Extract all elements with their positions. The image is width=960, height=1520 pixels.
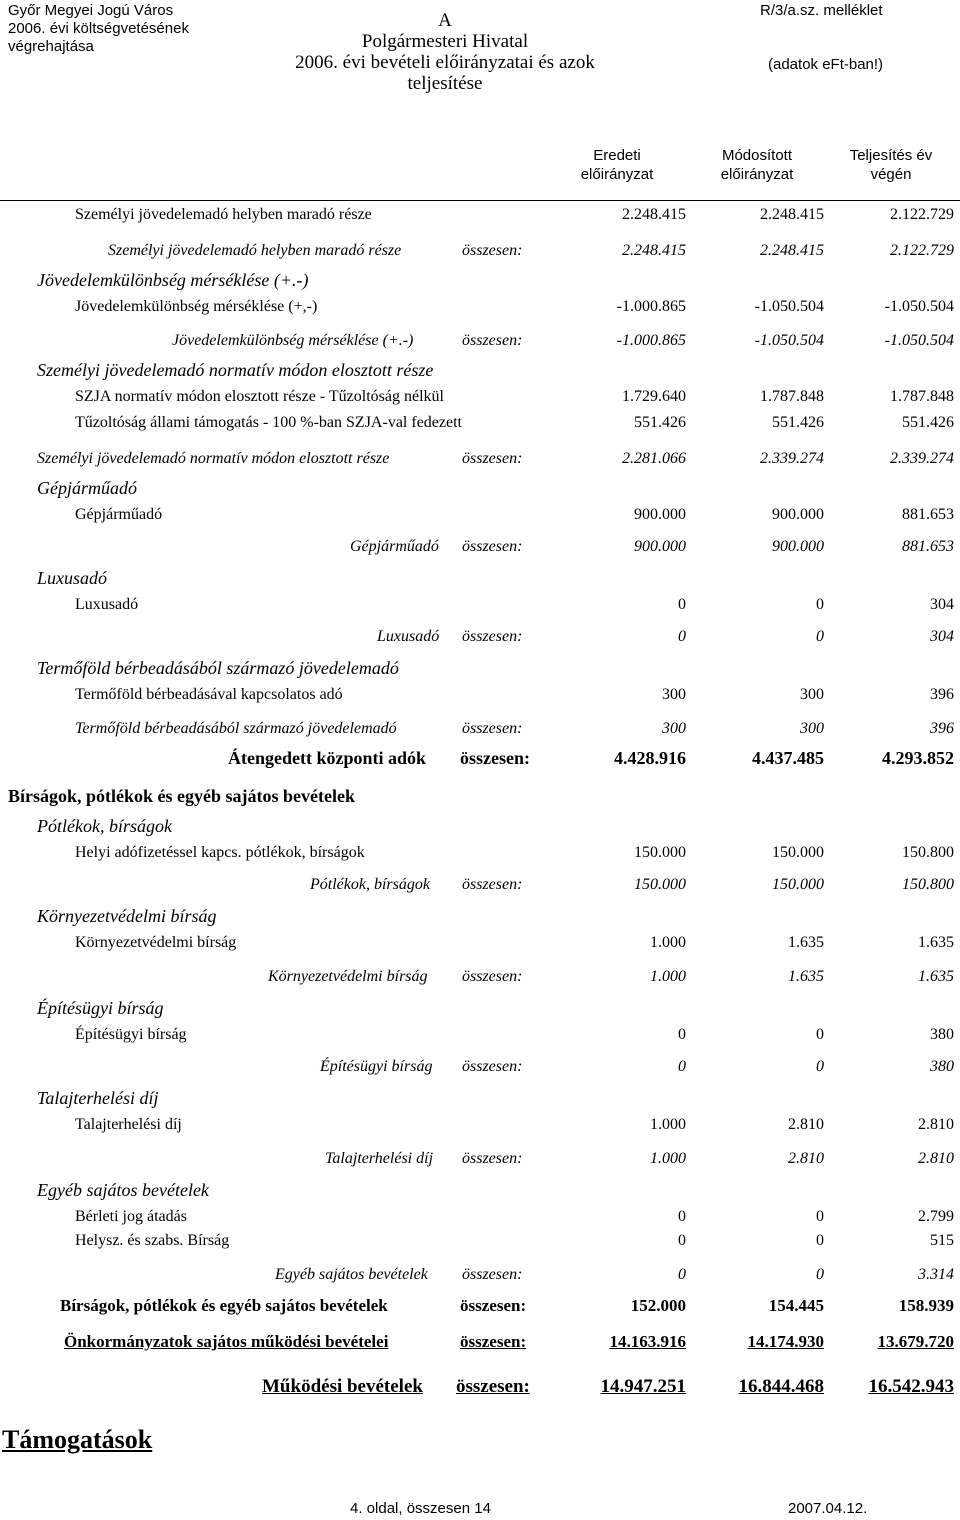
row-label: Működési bevételek (262, 1376, 423, 1397)
col-header-fulfilment (826, 146, 956, 184)
header-budget-year: 2006. évi költségvetésének (8, 20, 189, 37)
table-row (0, 906, 960, 928)
header-rule (0, 200, 960, 201)
table-row (0, 360, 960, 382)
row-total-label: összesen: (462, 628, 523, 645)
row-label: Építésügyi bírság (37, 998, 164, 1018)
col-header-modified (692, 146, 822, 184)
value-original: 0 (678, 1232, 686, 1249)
row-total-label: összesen: (462, 1266, 523, 1283)
value-fulfilment: 2.810 (918, 1150, 954, 1167)
value-original: -1.000.865 (616, 298, 686, 315)
row-label: Termőföld bérbeadásából származó jövedelemadó (37, 658, 399, 678)
table-row (0, 1232, 960, 1254)
footer-date: 2007.04.12. (788, 1500, 868, 1517)
row-total-label: összesen: (462, 450, 523, 467)
value-modified: 900.000 (772, 506, 824, 523)
row-total-label: összesen: (462, 538, 523, 555)
table-row (0, 934, 960, 956)
row-label: Luxusadó (75, 596, 139, 613)
value-modified: 150.000 (772, 844, 824, 861)
value-modified: 150.000 (772, 876, 824, 893)
row-label: Környezetvédelmi bírság (75, 934, 237, 951)
table-row (0, 998, 960, 1020)
row-label: Pótlékok, bírságok (37, 816, 172, 836)
row-label: Egyéb sajátos bevételek (275, 1266, 428, 1283)
value-fulfilment: 4.293.852 (882, 748, 954, 768)
row-label: Termőföld bérbeadásából származó jövedelemadó (75, 720, 397, 737)
table-row (0, 450, 960, 472)
value-modified: 1.635 (788, 968, 824, 985)
value-original: 900.000 (634, 506, 686, 523)
row-label: Jövedelemkülönbség mérséklése (+.-) (172, 332, 414, 349)
value-modified: 0 (816, 1208, 824, 1225)
row-label: Személyi jövedelemadó normatív módon elosztott része (37, 360, 434, 380)
value-modified: 551.426 (772, 414, 824, 431)
row-label: Személyi jövedelemadó helyben maradó része (75, 206, 372, 223)
row-label: Személyi jövedelemadó helyben maradó része (108, 242, 402, 259)
table-row (0, 686, 960, 708)
row-label: Talajterhelési díj (37, 1088, 159, 1108)
row-label: Önkormányzatok sajátos működési bevételei (64, 1332, 389, 1351)
table-row (0, 1208, 960, 1230)
table-row (0, 414, 960, 436)
table-row (0, 786, 960, 808)
unit-note: (adatok eFt-ban!) (768, 56, 884, 73)
title-line-1: A (438, 10, 452, 31)
row-total-label: összesen: (462, 1058, 523, 1075)
value-original: 0 (678, 1266, 686, 1283)
row-label: Luxusadó (37, 568, 108, 588)
table-row (0, 748, 960, 770)
row-label: Bérleti jog átadás (75, 1208, 187, 1225)
value-original: 0 (678, 596, 686, 613)
value-original: 0 (678, 1208, 686, 1225)
value-modified: 2.248.415 (760, 242, 824, 259)
table-row (0, 568, 960, 590)
value-modified: 2.810 (788, 1116, 824, 1133)
title-line-2: Polgármesteri Hivatal (361, 31, 529, 52)
value-modified: 900.000 (772, 538, 824, 555)
table-row (0, 298, 960, 320)
row-total-label: összesen: (462, 332, 523, 349)
table-row (0, 658, 960, 680)
value-fulfilment: 16.542.943 (868, 1376, 954, 1397)
value-modified: 14.174.930 (747, 1332, 824, 1351)
value-original: 1.000 (650, 968, 686, 985)
value-fulfilment: 158.939 (898, 1296, 954, 1315)
value-fulfilment: 2.339.274 (890, 450, 954, 467)
row-label: Bírságok, pótlékok és egyéb sajátos bevételek (60, 1296, 388, 1315)
row-label: Helyi adófizetéssel kapcs. pótlékok, bírságok (75, 844, 365, 861)
value-fulfilment: 304 (930, 628, 954, 645)
row-label: Pótlékok, bírságok (310, 876, 430, 893)
value-original: 2.248.415 (622, 206, 686, 223)
row-label: Jövedelemkülönbség mérséklése (+,-) (75, 298, 318, 315)
value-modified: 2.248.415 (760, 206, 824, 223)
table-row (0, 1116, 960, 1138)
row-label: Személyi jövedelemadó normatív módon elosztott része (37, 450, 390, 467)
value-modified: 154.445 (768, 1296, 824, 1315)
table-row (0, 506, 960, 528)
col-header-modified-l1: Módosított (721, 147, 793, 164)
table-row (0, 968, 960, 990)
value-fulfilment: -1.050.504 (884, 332, 954, 349)
row-total-label: összesen: (462, 1150, 523, 1167)
value-fulfilment: 2.122.729 (890, 242, 954, 259)
value-modified: 300 (800, 720, 824, 737)
value-original: 1.000 (650, 1150, 686, 1167)
col-header-fulfilment-l1: Teljesítés év (849, 147, 933, 164)
row-label: Gépjárműadó (37, 478, 137, 498)
value-modified: -1.050.504 (754, 298, 824, 315)
value-fulfilment: 380 (930, 1026, 954, 1043)
document-title (230, 10, 660, 94)
value-fulfilment: 551.426 (902, 414, 954, 431)
col-header-original-l1: Eredeti (593, 147, 641, 164)
value-modified: 0 (816, 1266, 824, 1283)
row-label: Helysz. és szabs. Bírság (75, 1232, 230, 1249)
value-modified: 2.810 (788, 1150, 824, 1167)
title-line-3: 2006. évi bevételi előirányzatai és azok (295, 52, 595, 73)
value-fulfilment: 396 (930, 686, 954, 703)
value-modified: 1.635 (788, 934, 824, 951)
row-label: Bírságok, pótlékok és egyéb sajátos bevételek (8, 786, 355, 806)
table-row (0, 720, 960, 742)
table-row (0, 242, 960, 264)
value-modified: 0 (816, 1058, 824, 1075)
table-row (0, 876, 960, 898)
row-total-label: összesen: (462, 720, 523, 737)
value-original: -1.000.865 (616, 332, 686, 349)
title-line-4: teljesítése (407, 73, 483, 94)
row-total-label: összesen: (460, 1332, 527, 1351)
row-label: Talajterhelési díj (325, 1150, 434, 1167)
table-row (0, 1058, 960, 1080)
value-modified: 4.437.485 (752, 748, 824, 768)
value-original: 300 (662, 686, 686, 703)
row-label: Környezetvédelmi bírság (268, 968, 428, 985)
row-label: Gépjárműadó (75, 506, 163, 523)
table-row (0, 388, 960, 410)
row-label: SZJA normatív módon elosztott része - Tűzoltóság nélkül (75, 388, 444, 405)
value-modified: 0 (816, 628, 824, 645)
value-modified: 0 (816, 1026, 824, 1043)
value-original: 900.000 (634, 538, 686, 555)
value-original: 150.000 (634, 876, 686, 893)
col-header-original (552, 146, 682, 184)
value-fulfilment: 396 (930, 720, 954, 737)
col-header-modified-l2: előirányzat (720, 166, 794, 183)
row-total-label: összesen: (456, 1376, 530, 1397)
value-original: 0 (678, 628, 686, 645)
row-total-label: összesen: (460, 1296, 527, 1315)
table-row (0, 270, 960, 292)
value-original: 300 (662, 720, 686, 737)
row-label: Termőföld bérbeadásával kapcsolatos adó (75, 686, 343, 703)
row-label: Luxusadó (377, 628, 440, 645)
table-row (0, 206, 960, 228)
table-row (0, 478, 960, 500)
value-fulfilment: 3.314 (918, 1266, 954, 1283)
table-row (0, 538, 960, 560)
value-original: 2.248.415 (622, 242, 686, 259)
row-total-label: összesen: (460, 748, 530, 768)
value-modified: 0 (816, 596, 824, 613)
value-original: 551.426 (634, 414, 686, 431)
row-label: Építésügyi bírság (320, 1058, 433, 1075)
table-row (0, 628, 960, 650)
value-fulfilment: 304 (930, 596, 954, 613)
value-fulfilment: 150.800 (902, 876, 954, 893)
value-fulfilment: 1.635 (918, 968, 954, 985)
value-fulfilment: 2.810 (918, 1116, 954, 1133)
table-row (0, 1026, 960, 1048)
value-modified: 0 (816, 1232, 824, 1249)
row-total-label: összesen: (462, 242, 523, 259)
row-label: Gépjárműadó (350, 538, 439, 555)
value-modified: -1.050.504 (754, 332, 824, 349)
col-header-fulfilment-l2: végén (870, 166, 912, 183)
value-original: 0 (678, 1058, 686, 1075)
row-total-label: összesen: (462, 968, 523, 985)
value-fulfilment: 150.800 (902, 844, 954, 861)
footer-page: 4. oldal, összesen 14 (350, 1500, 491, 1517)
table-row (0, 1088, 960, 1110)
value-original: 1.729.640 (622, 388, 686, 405)
value-original: 0 (678, 1026, 686, 1043)
header-left (8, 2, 189, 56)
value-fulfilment: 13.679.720 (877, 1332, 954, 1351)
row-label: Tűzoltóság állami támogatás - 100 %-ban SZJA-val fedezett (75, 414, 462, 431)
row-label: Átengedett központi adók (228, 748, 427, 768)
value-fulfilment: 2.799 (918, 1208, 954, 1225)
value-fulfilment: -1.050.504 (884, 298, 954, 315)
value-modified: 16.844.468 (738, 1376, 824, 1397)
row-label: Egyéb sajátos bevételek (37, 1180, 209, 1200)
table-row (0, 1332, 960, 1354)
header-execution: végrehajtása (8, 38, 94, 55)
appendix-ref: R/3/a.sz. melléklet (760, 2, 883, 19)
value-original: 152.000 (630, 1296, 686, 1315)
row-label: Környezetvédelmi bírság (37, 906, 217, 926)
value-fulfilment: 2.122.729 (890, 206, 954, 223)
table-row (0, 332, 960, 354)
value-original: 150.000 (634, 844, 686, 861)
value-original: 1.000 (650, 1116, 686, 1133)
value-fulfilment: 515 (930, 1232, 954, 1249)
table-row (0, 1266, 960, 1288)
table-row (0, 1180, 960, 1202)
col-header-original-l2: előirányzat (580, 166, 654, 183)
table-row (0, 1376, 960, 1398)
row-total-label: összesen: (462, 876, 523, 893)
value-original: 1.000 (650, 934, 686, 951)
value-modified: 2.339.274 (760, 450, 824, 467)
table-row (0, 844, 960, 866)
value-modified: 300 (800, 686, 824, 703)
table-row (0, 1296, 960, 1318)
value-modified: 1.787.848 (760, 388, 824, 405)
table-row (0, 1150, 960, 1172)
value-fulfilment: 380 (930, 1058, 954, 1075)
value-fulfilment: 881.653 (902, 538, 954, 555)
value-fulfilment: 1.635 (918, 934, 954, 951)
value-original: 4.428.916 (614, 748, 686, 768)
value-original: 2.281.066 (622, 450, 686, 467)
table-row (0, 816, 960, 838)
value-original: 14.947.251 (600, 1376, 686, 1397)
row-label: Talajterhelési díj (75, 1116, 182, 1133)
value-original: 14.163.916 (609, 1332, 686, 1351)
row-label: Építésügyi bírság (75, 1026, 187, 1043)
section-tamogatasok: Támogatások (2, 1425, 153, 1454)
row-label: Jövedelemkülönbség mérséklése (+.-) (37, 270, 309, 290)
value-fulfilment: 1.787.848 (890, 388, 954, 405)
header-city: Győr Megyei Jogú Város (8, 2, 174, 19)
value-fulfilment: 881.653 (902, 506, 954, 523)
table-row (0, 596, 960, 618)
